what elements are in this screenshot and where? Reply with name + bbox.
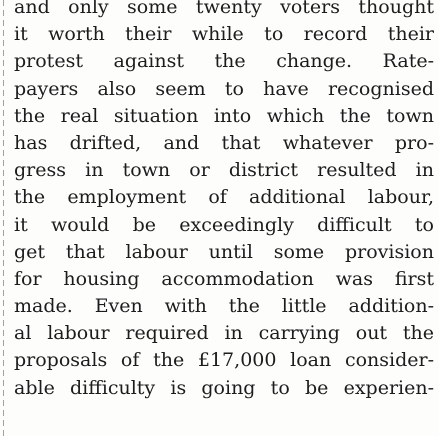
text-line: payers also seem to have recognised — [14, 77, 434, 100]
text-line: proposals of the £17,000 loan consider- — [14, 349, 434, 372]
article-column — [14, 0, 434, 402]
text-line: al labour required in carrying out the — [14, 322, 434, 345]
text-line: it worth their while to record their — [14, 23, 434, 46]
text-line: the real situation into which the town — [14, 104, 434, 127]
text-line: made. Even with the little addition- — [14, 295, 434, 318]
text-line: it would be exceedingly difficult to — [14, 213, 434, 236]
column-rule — [3, 0, 4, 436]
text-line: has drifted, and that whatever pro- — [14, 131, 434, 154]
text-line: get that labour until some provision — [14, 240, 434, 263]
text-line: the employment of additional labour, — [14, 186, 434, 209]
text-line: and only some twenty voters thought — [14, 0, 434, 18]
text-line: protest against the change. Rate- — [14, 50, 434, 73]
text-line: for housing accommodation was first — [14, 267, 434, 290]
text-line: able difficulty is going to be experien- — [14, 376, 434, 399]
text-line: gress in town or district resulted in — [14, 159, 434, 182]
